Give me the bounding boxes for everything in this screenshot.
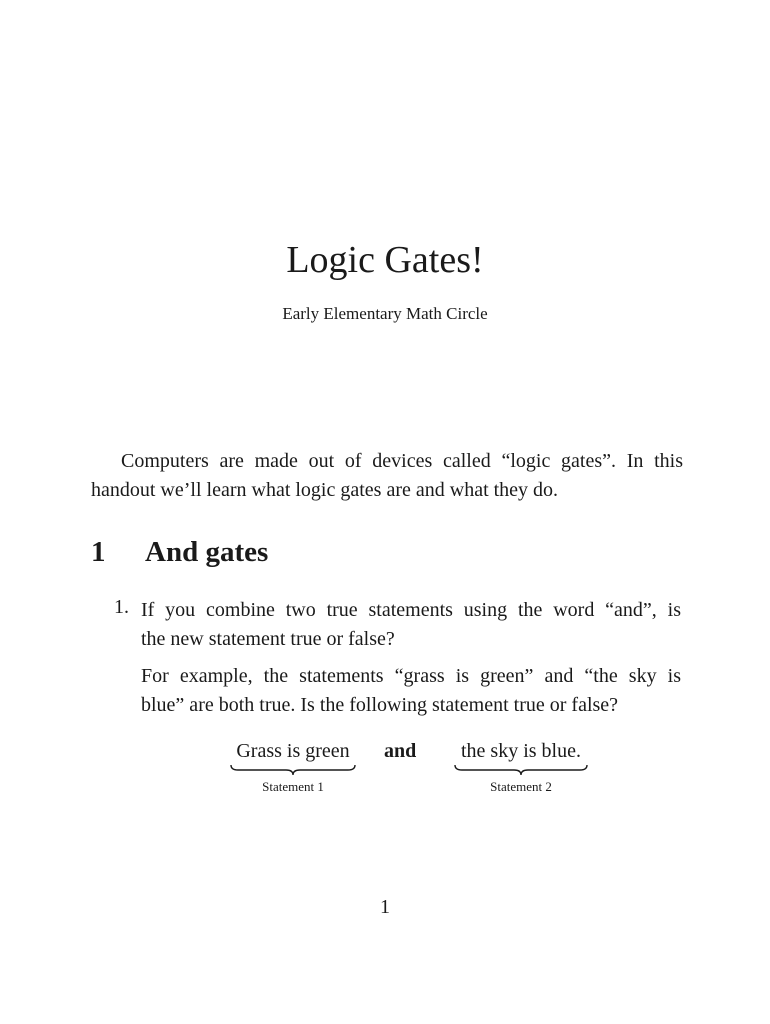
underbrace-icon [230, 764, 356, 776]
statement-2-label: Statement 2 [490, 779, 552, 794]
example-line-2: blue” are both true. Is the following statement true or false? [141, 694, 619, 716]
intro-line-2: handout we’ll learn what logic gates are and what they do. [91, 479, 559, 501]
statement-1-label: Statement 1 [262, 779, 324, 794]
document-title: Logic Gates! [286, 239, 484, 281]
question-example-text [141, 662, 681, 720]
intro-paragraph [91, 447, 683, 505]
intro-line-1: Computers are made out of devices called “logic gates”. In this [121, 450, 683, 472]
section-title: And gates [145, 536, 269, 568]
page-number: 1 [380, 896, 390, 918]
statement-1-text: Grass is green [236, 740, 350, 762]
question-line-1: If you combine two true statements using the word “and”, is [141, 599, 681, 621]
statement-1-group [230, 738, 356, 795]
question-line-2: the new statement true or false? [141, 628, 395, 650]
underbrace-icon [454, 764, 588, 776]
section-number: 1 [91, 536, 106, 568]
example-line-1: For example, the statements “grass is green” and “the sky is [141, 665, 681, 687]
document-subtitle: Early Elementary Math Circle [282, 304, 488, 323]
question-text [141, 596, 681, 654]
connector-word: and [384, 740, 417, 762]
example-statement [0, 738, 770, 798]
section-heading [91, 536, 268, 569]
statement-2-text: the sky is blue. [461, 740, 581, 762]
question-number: 1. [114, 596, 129, 618]
statement-2-group [454, 738, 588, 795]
